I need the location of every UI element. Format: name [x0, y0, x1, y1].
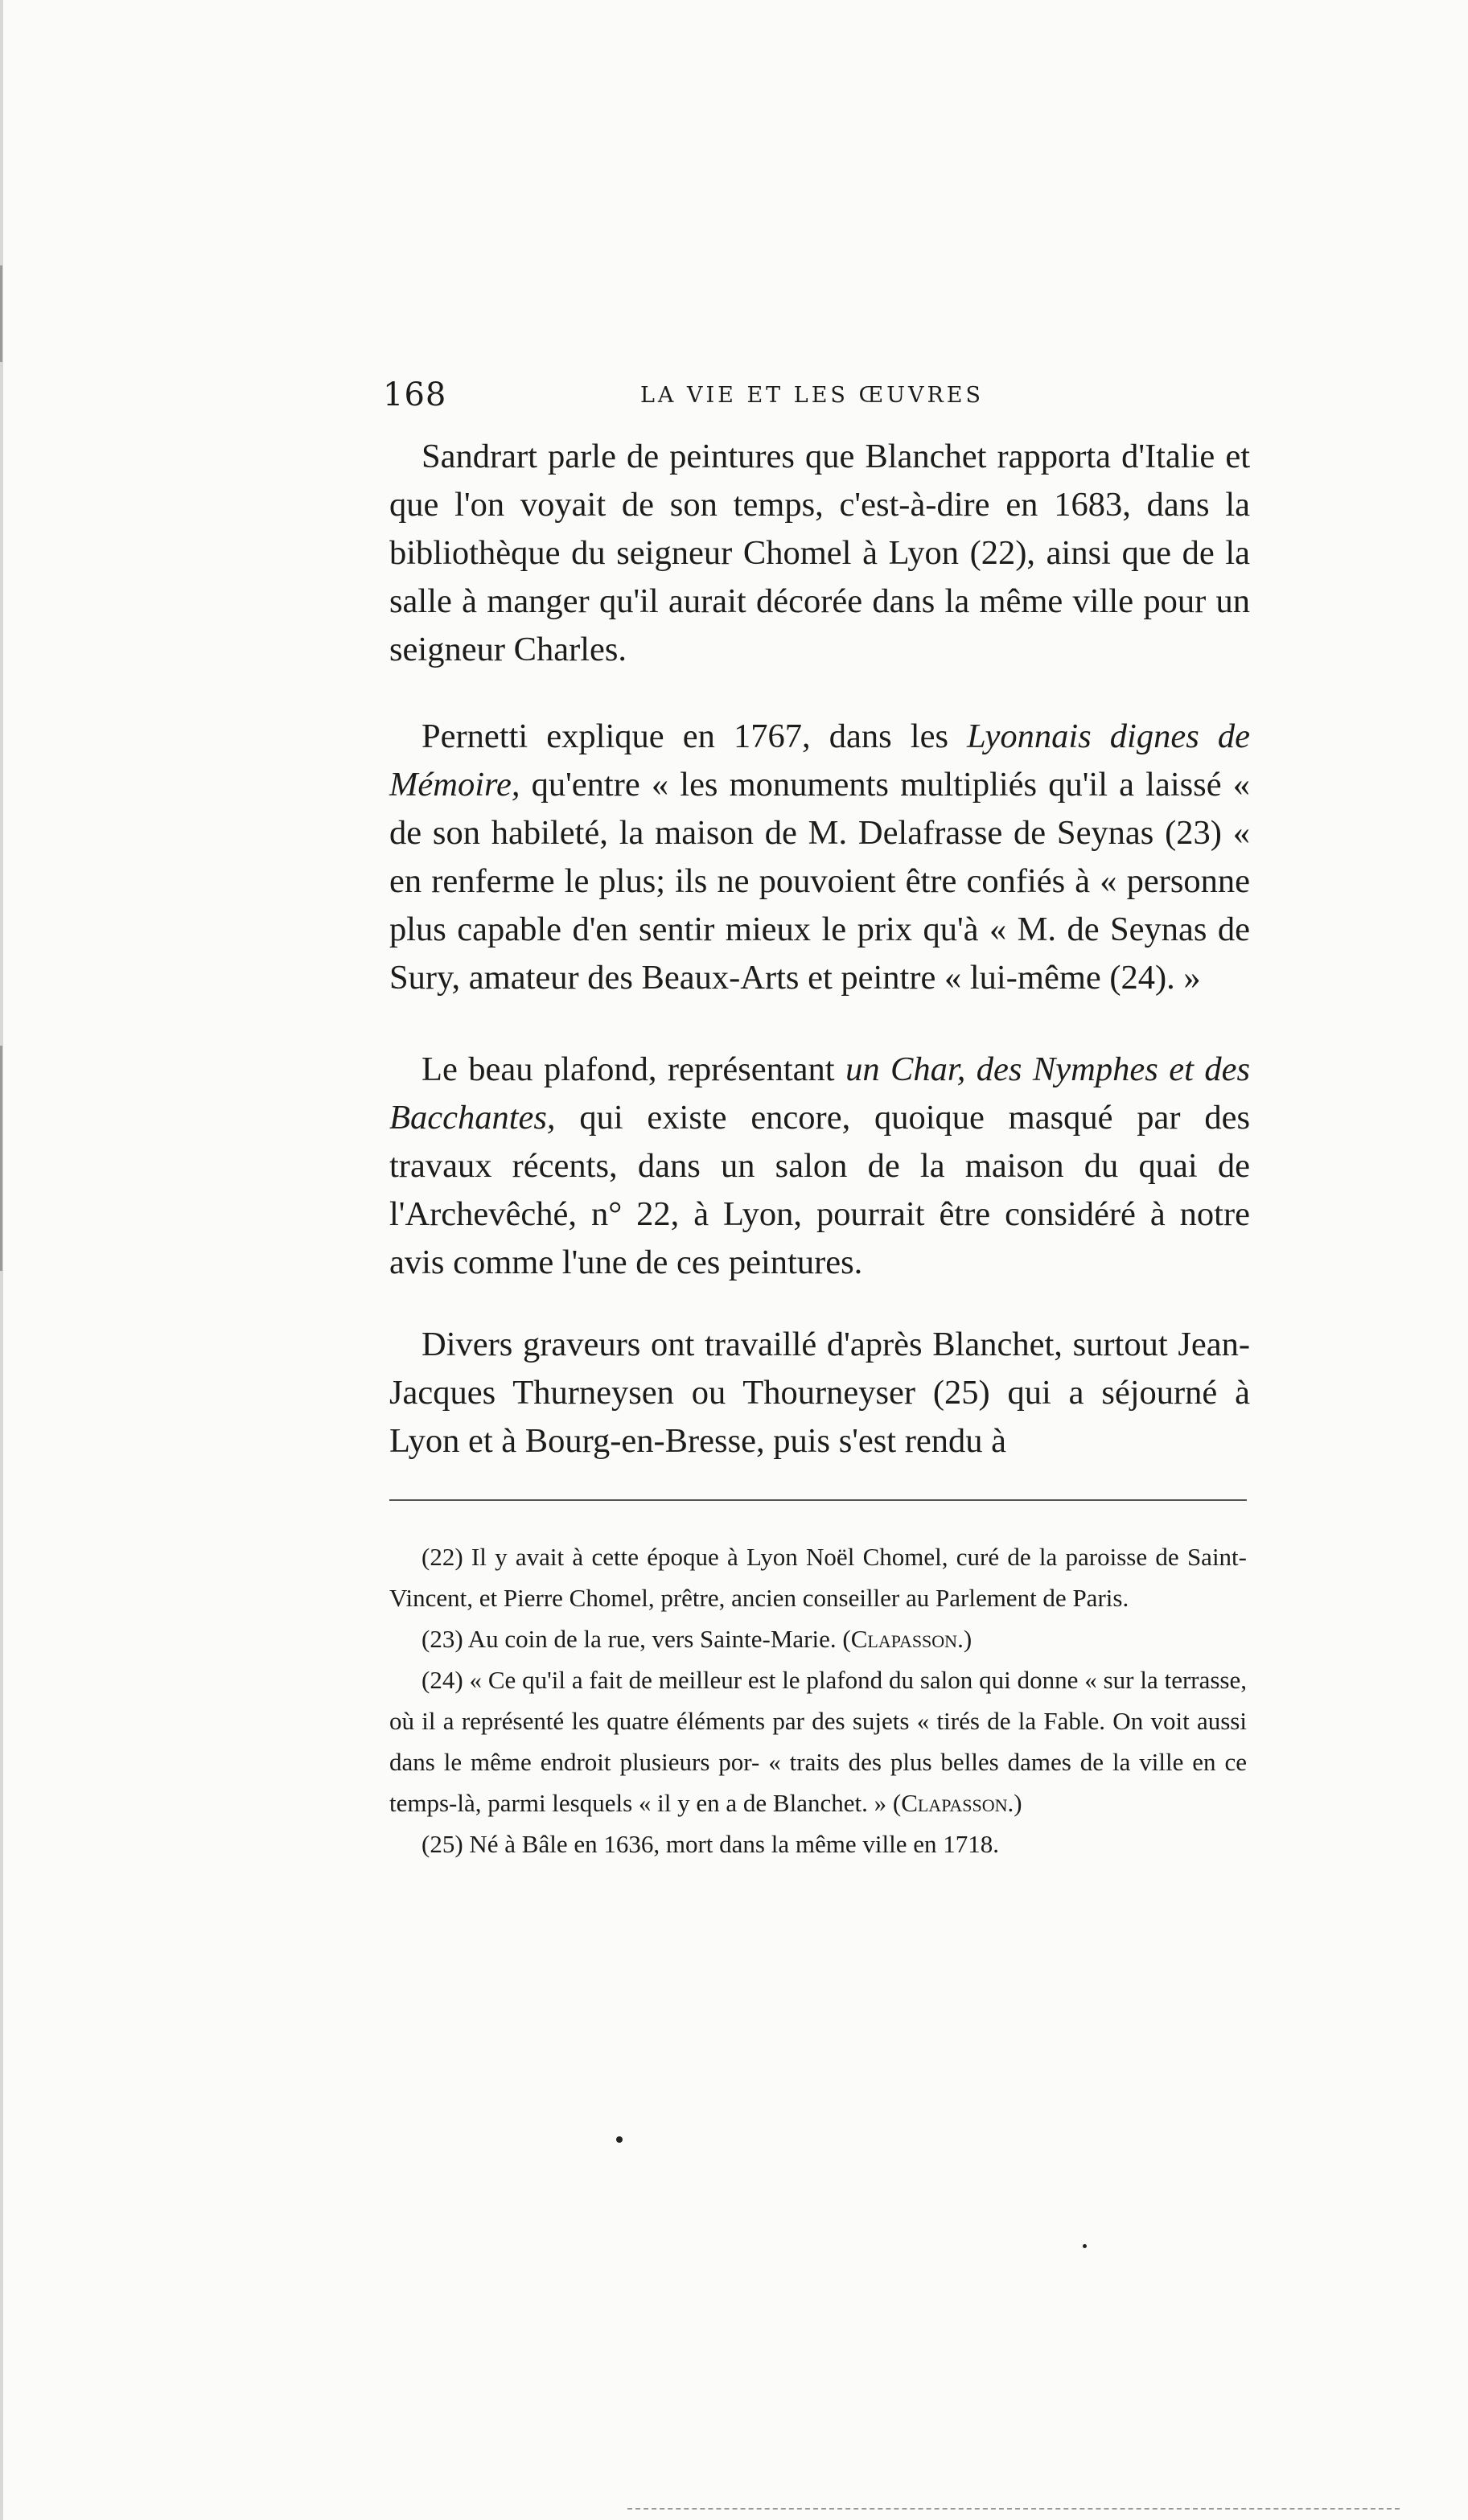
page-number: 168: [383, 376, 447, 413]
footnote-24-end: .): [1007, 1789, 1022, 1817]
footnote-24-author: Clapasson: [901, 1789, 1008, 1817]
book-title: Lyonnais dignes de Mémoire,: [389, 717, 1251, 804]
body-text: [389, 1046, 1250, 1287]
footnote-24: [389, 1659, 1247, 1823]
paragraph-2-lead: Pernetti explique en 1767, dans les: [421, 717, 968, 755]
body-text: [389, 1321, 1250, 1466]
paragraph-2: [389, 713, 1250, 1002]
footnote-rule: [389, 1499, 1247, 1501]
paragraph-4: Divers graveurs ont travaillé d'après Blanchet, surtout Jean-Jacques Thurneysen ou Thourneyser (25) qui a séjourné à Lyon et à Bourg-en-Bresse, puis s'est rendu à: [389, 1326, 1250, 1460]
scan-artifact-dashes: [627, 2508, 1400, 2510]
page-header: [383, 376, 1252, 425]
body-text: [389, 433, 1250, 674]
paragraph-2-quote: qu'entre « les monuments multipliés qu'il a laissé « de son habileté, la maison de M. Delafrasse de Seynas (23) « en renferme le plus; ils ne pouvoient être confiés à « personne plus capable d'en sentir mieux le prix qu'à « M. de Seynas de Sury, amateur des Beaux-Arts et peintre « lui-même (24). »: [389, 766, 1250, 997]
footnote-23-author: Clapasson: [850, 1625, 958, 1653]
ink-speck: [1083, 2244, 1087, 2248]
paragraph-3-rest: qui existe encore, quoique masqué par des travaux récents, dans un salon de la maison du quai de l'Archevêché, n° 22, à Lyon, pourrait être considéré à notre avis comme l'une de ces peintures.: [389, 1099, 1250, 1281]
paragraph-3: [389, 1046, 1250, 1287]
paragraph-1: Sandrart parle de peintures que Blanchet rapporta d'Italie et que l'on voyait de son temps, c'est-à-dire en 1683, dans la bibliothèque du seigneur Chomel à Lyon (22), ainsi que de la salle à manger qu'il aurait décorée dans la même ville pour un seigneur Charles.: [389, 438, 1250, 668]
paragraph-3-lead: Le beau plafond, représentant: [421, 1050, 846, 1088]
footnote-22: (22) Il y avait à cette époque à Lyon Noël Chomel, curé de la paroisse de Saint-Vincent, et Pierre Chomel, prêtre, ancien conseiller au Parlement de Paris.: [389, 1543, 1247, 1612]
footnote-23-end: .): [957, 1625, 972, 1653]
ink-speck: [616, 2136, 623, 2143]
footnote-23: [389, 1618, 1247, 1659]
edge-mark: [0, 1046, 2, 1271]
running-title: LA VIE ET LES ŒUVRES: [640, 383, 984, 408]
painting-title: un Char, des Nymphes et des Bacchantes,: [389, 1050, 1250, 1137]
footnote-24-text: (24) « Ce qu'il a fait de meilleur est le plafond du salon qui donne « sur la terrasse, où il a représenté les quatre éléments par des sujets « tirés de la Fable. On voit aussi dans le même endroit plusieurs por- « traits des plus belles dames de la ville en ce temps-là, parmi lesquels « il y en a de Blanchet. » (: [389, 1666, 1247, 1817]
footnote-23-text: (23) Au coin de la rue, vers Sainte-Marie. (: [421, 1625, 851, 1653]
body-text: [389, 713, 1250, 1002]
footnote-25: (25) Né à Bâle en 1636, mort dans la même ville en 1718.: [421, 1830, 999, 1858]
edge-mark: [0, 265, 2, 362]
footnotes: [389, 1536, 1247, 1864]
